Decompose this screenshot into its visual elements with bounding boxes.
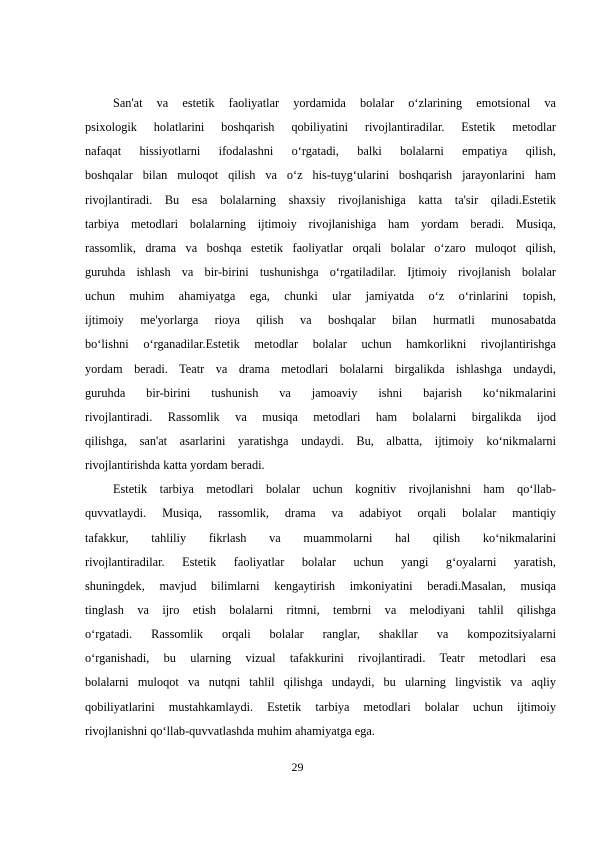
text-line: rivojlantiradi. Rassomlik va musiqa metodlari ham bolalarni birgalikda ijod bbox=[85, 409, 556, 424]
text-line: bo‘lishni o‘rganadilar.Estetik metodlar bolalar uchun hamkorlikni rivojlantirishga bbox=[85, 337, 556, 352]
text-line: rivojlanishni qo‘llab-quvvatlashda muhim ahamiyatga ega. bbox=[85, 723, 375, 738]
text-line: San'at va estetik faoliyatlar yordamida bolalar o‘zlarining emotsional va bbox=[113, 96, 556, 110]
text-line: uchun muhim ahamiyatga ega, chunki ular jamiyatda o‘z o‘rinlarini topish, bbox=[85, 289, 556, 304]
text-line: rivojlantirishda katta yordam beradi. bbox=[85, 458, 265, 473]
text-line: tafakkur, tahliliy fikrlash va muammolarni hal qilish ko‘nikmalarini bbox=[85, 530, 556, 545]
text-line: boshqalar bilan muloqot qilish va o‘z his-tuyg‘ularini boshqarish jarayonlarini ham bbox=[85, 168, 556, 183]
text-line: bolalarni muloqot va nutqni tahlil qilishga undaydi, bu ularning lingvistik va aqliy bbox=[85, 675, 556, 690]
paragraph bbox=[85, 91, 556, 477]
text-line: rivojlantiradilar. Estetik faoliyatlar bolalar uchun yangi g‘oyalarni yaratish, bbox=[85, 554, 556, 569]
text-line: tarbiya metodlari bolalarning ijtimoiy rivojlanishiga ham yordam beradi. Musiqa, bbox=[85, 216, 556, 231]
text-line: ijtimoiy me'yorlarga rioya qilish va boshqalar bilan hurmatli munosabatda bbox=[85, 313, 556, 328]
text-line: rivojlantiradi. Bu esa bolalarning shaxsiy rivojlanishiga katta ta'sir qiladi.Estetik bbox=[85, 192, 556, 207]
text-line: nafaqat hissiyotlarni ifodalashni o‘rgatadi, balki bolalarni empatiya qilish, bbox=[85, 144, 556, 159]
text-line: o‘rganishadi, bu ularning vizual tafakkurini rivojlantiradi. Teatr metodlari esa bbox=[85, 651, 556, 666]
text-line: yordam beradi. Teatr va drama metodlari bolalarni birgalikda ishlashga undaydi, bbox=[85, 361, 556, 376]
text-line: qilishga, san'at asarlarini yaratishga undaydi. Bu, albatta, ijtimoiy ko‘nikmalarni bbox=[85, 433, 556, 448]
text-line: guruhda bir-birini tushunish va jamoaviy ishni bajarish ko‘nikmalarini bbox=[85, 385, 556, 400]
paragraph bbox=[85, 477, 556, 743]
text-line: quvvatlaydi. Musiqa, rassomlik, drama va adabiyot orqali bolalar mantiqiy bbox=[85, 506, 556, 521]
text-line: o‘rgatadi. Rassomlik orqali bolalar ranglar, shakllar va kompozitsiyalarni bbox=[85, 627, 556, 642]
text-line: shuningdek, mavjud bilimlarni kengaytirish imkoniyatini beradi.Masalan, musiqa bbox=[85, 578, 556, 593]
text-line: tinglash va ijro etish bolalarni ritmni, tembrni va melodiyani tahlil qilishga bbox=[85, 602, 556, 617]
text-line: qobiliyatlarini mustahkamlaydi. Estetik tarbiya metodlari bolalar uchun ijtimoiy bbox=[85, 699, 556, 714]
text-line: rassomlik, drama va boshqa estetik faoliyatlar orqali bolalar o‘zaro muloqot qilish, bbox=[85, 240, 556, 255]
body-text bbox=[85, 91, 556, 743]
text-line: guruhda ishlash va bir-birini tushunishga o‘rgatiladilar. Ijtimoiy rivojlanish bolalar bbox=[85, 264, 556, 279]
text-line: Estetik tarbiya metodlari bolalar uchun kognitiv rivojlanishni ham qo‘llab- bbox=[113, 482, 556, 497]
text-line: psixologik holatlarini boshqarish qobiliyatini rivojlantiradilar. Estetik metodlar bbox=[85, 120, 556, 135]
page-number: 29 bbox=[291, 760, 304, 774]
